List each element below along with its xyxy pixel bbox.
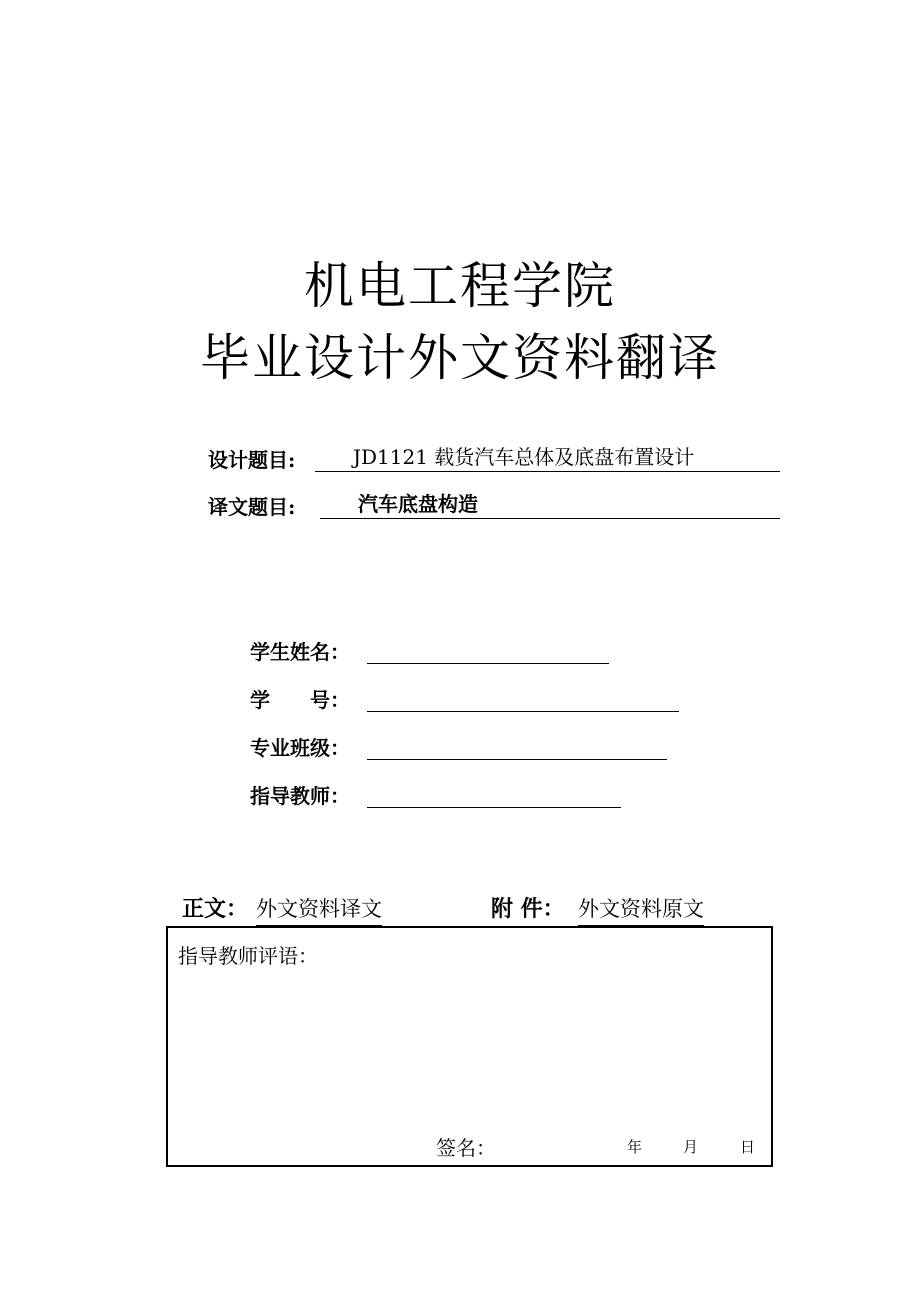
- attachment-label: 附 件：: [491, 897, 565, 922]
- advisor-field[interactable]: [367, 780, 621, 808]
- design-topic-row: [208, 444, 783, 474]
- page-title-line2: 毕业设计外文资料翻译: [200, 329, 720, 387]
- main-text-value: 外文资料译文: [256, 893, 382, 926]
- student-id-field[interactable]: [367, 684, 679, 712]
- translation-topic-label: 译文题目:: [208, 495, 296, 519]
- student-id-label: 学 号：: [250, 688, 350, 712]
- class-label: 专业班级：: [250, 736, 350, 760]
- student-name-row: [250, 636, 650, 666]
- translation-topic-row: [208, 491, 783, 521]
- translation-topic-value: 汽车底盘构造: [358, 492, 478, 516]
- translation-topic-field[interactable]: [320, 491, 780, 519]
- student-name-label: 学生姓名：: [250, 640, 350, 664]
- signature-label: 签名：: [436, 1136, 496, 1160]
- student-name-field[interactable]: [367, 636, 609, 664]
- advisor-row: [250, 780, 650, 810]
- advisor-comment-box[interactable]: [166, 926, 773, 1167]
- main-text-label: 正文：: [182, 897, 249, 922]
- design-topic-label: 设计题目:: [208, 448, 296, 472]
- design-topic-value: JD1121 载货汽车总体及底盘布置设计: [353, 445, 695, 469]
- attachment-value: 外文资料原文: [578, 893, 704, 926]
- design-topic-field[interactable]: [315, 444, 780, 472]
- date-month: 月: [683, 1138, 699, 1156]
- date-day: 日: [740, 1138, 756, 1156]
- student-id-row: [250, 684, 700, 714]
- class-row: [250, 732, 700, 762]
- class-field[interactable]: [367, 732, 667, 760]
- date-year: 年: [627, 1138, 643, 1156]
- advisor-comment-title: 指导教师评语：: [178, 944, 318, 968]
- advisor-label: 指导教师：: [250, 784, 350, 808]
- page-title-line1: 机电工程学院: [304, 257, 616, 315]
